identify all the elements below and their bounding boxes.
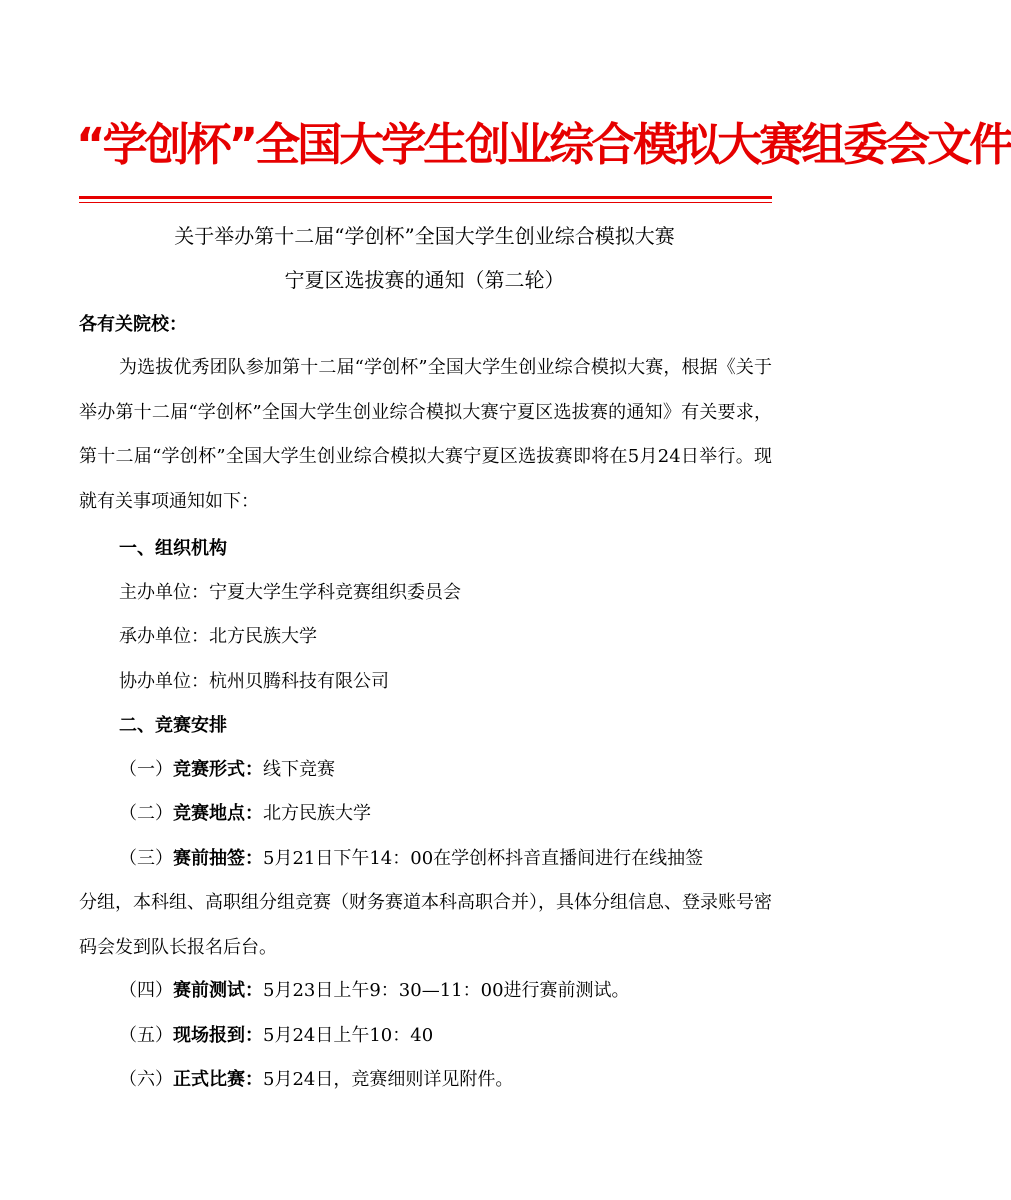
organizer-undertaker: 承办单位：北方民族大学 [119,626,317,647]
item-text: 5月23日上午9：30—11：00进行赛前测试。 [263,980,630,1001]
red-header-title: “学创杯”全国大学生创业综合模拟大赛组委会文件 [76,118,1011,171]
item-text: 5月24日，竞赛细则详见附件。 [263,1069,514,1090]
item-prefix: （四） [119,980,173,1001]
item-text: 北方民族大学 [263,803,371,824]
schedule-item-3-continued: 分组，本科组、高职组分组竞赛（财务赛道本科高职合并），具体分组信息、登录账号密码会发到队长报名后台。 [79,892,772,958]
document-title-line2: 宁夏区选拔赛的通知（第二轮） [284,268,565,292]
item-label: 赛前抽签： [173,848,263,869]
red-rule-thick [79,196,772,199]
schedule-item-1 [119,755,335,785]
item-prefix: （六） [119,1069,173,1090]
section1-heading: 一、组织机构 [119,538,227,559]
item-label: 竞赛地点： [173,803,263,824]
item-prefix: （五） [119,1025,173,1046]
item-prefix: （一） [119,759,173,780]
item-label: 赛前测试： [173,980,263,1001]
intro-paragraph: 为选拔优秀团队参加第十二届“学创杯”全国大学生创业综合模拟大赛，根据《关于举办第十二届“学创杯”全国大学生创业综合模拟大赛宁夏区选拔赛的通知》有关要求，第十二届“学创杯”全国大学生创业综合模拟大赛宁夏区选拔赛即将在5月24日举行。现就有关事项通知如下： [79,357,772,512]
item-text: 线下竞赛 [263,759,335,780]
salutation: 各有关院校： [79,314,187,335]
schedule-item-2 [119,799,371,829]
item-prefix: （三） [119,848,173,869]
item-prefix: （二） [119,803,173,824]
section2-heading: 二、竞赛安排 [119,715,227,736]
item-text: 5月24日上午10：40 [263,1025,434,1046]
organizer-coorganizer: 协办单位：杭州贝腾科技有限公司 [119,671,389,692]
schedule-item-3 [119,844,703,874]
item-text: 5月21日下午14：00在学创杯抖音直播间进行在线抽签 [263,848,704,869]
item-label: 竞赛形式： [173,759,263,780]
document-title-line1: 关于举办第十二届“学创杯”全国大学生创业综合模拟大赛 [174,224,675,248]
item-label: 正式比赛： [173,1069,263,1090]
red-rule-thin [79,202,772,203]
item-label: 现场报到： [173,1025,263,1046]
organizer-host: 主办单位：宁夏大学生学科竞赛组织委员会 [119,582,461,603]
schedule-item-5 [119,1021,433,1051]
schedule-item-4 [119,976,630,1006]
schedule-item-6 [119,1065,513,1095]
